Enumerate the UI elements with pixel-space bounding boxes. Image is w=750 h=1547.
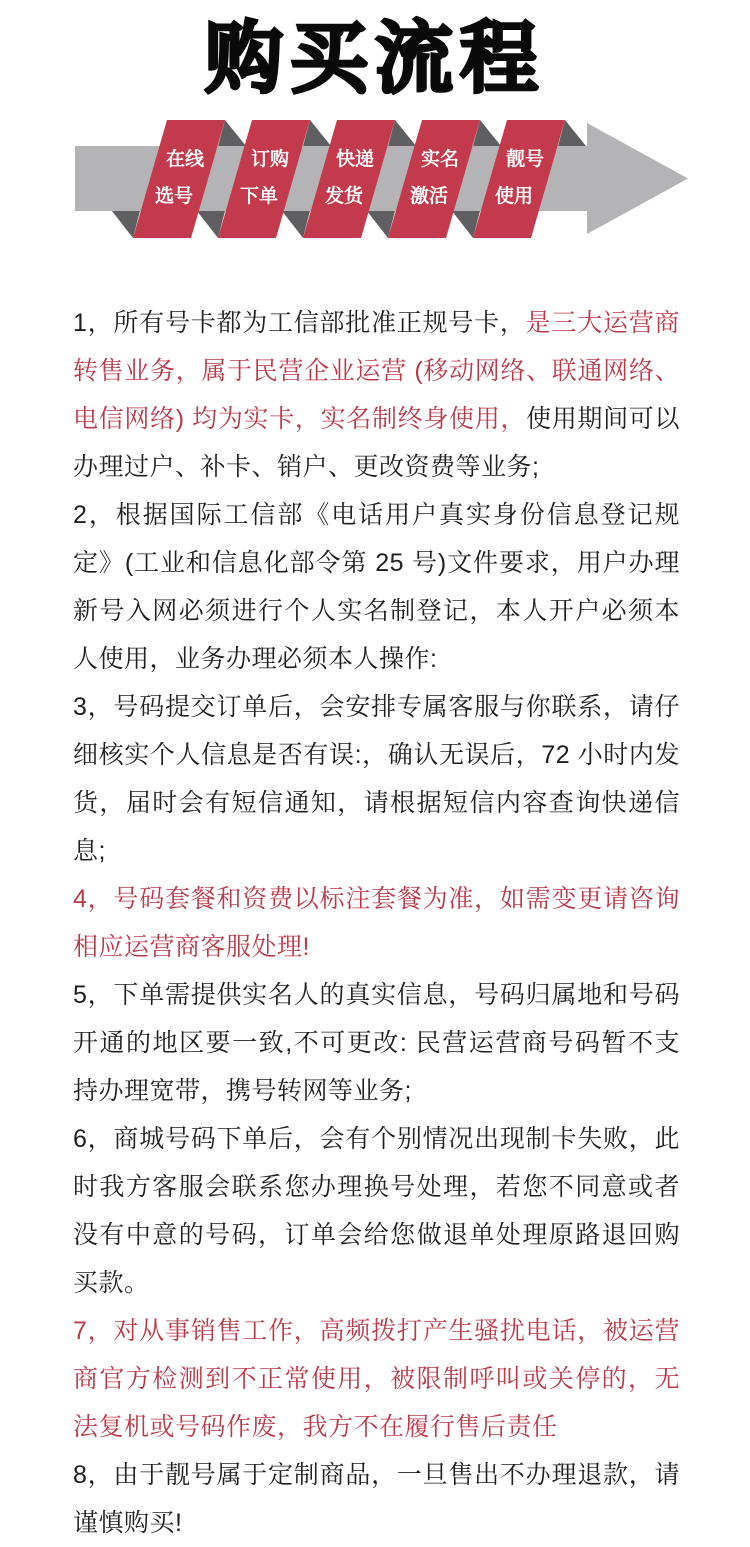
term-text-segment: 8，由于靓号属于定制商品，一旦售出不办理退款，请谨慎购买!	[73, 1460, 680, 1537]
purchase-flow-diagram	[0, 108, 750, 273]
term-paragraph-8	[73, 1451, 680, 1547]
term-paragraph-3	[73, 683, 680, 875]
page	[0, 10, 750, 1537]
term-paragraph-4	[73, 875, 680, 971]
flow-step-4-line-2: 激活	[409, 185, 449, 207]
term-text-segment: 使用期间可以办理过户、补卡、销户、更改资费等业务;	[73, 404, 680, 481]
term-text-segment: 1，所有号卡都为工信部批准正规号卡，	[73, 308, 526, 337]
term-text-segment: 是三大运营商转售业务，属于民营企业运营 (移动网络、联通网络、电信网络) 均为实卡，实名制终身使用，	[73, 308, 680, 433]
terms-list	[73, 299, 680, 1547]
flow-step-2-line-1: 订购	[250, 148, 290, 170]
term-text-segment: 7，对从事销售工作，高频拨打产生骚扰电话，被运营商官方检测到不正常使用，被限制呼叫或关停的，无法复机或号码作废，我方不在履行售后责任	[73, 1316, 680, 1441]
flow-step-2-line-2: 下单	[239, 185, 279, 207]
term-text-segment: 5，下单需提供实名人的真实信息，号码归属地和号码开通的地区要一致,不可更改: 民营运营商号码暂不支持办理宽带，携号转网等业务;	[73, 980, 680, 1105]
term-paragraph-6	[73, 1115, 680, 1307]
flow-step-1-line-1: 在线	[165, 148, 205, 170]
term-text-segment: 3，号码提交订单后，会安排专属客服与你联系，请仔细核实个人信息是否有误:，确认无误后，72 小时内发货，届时会有短信通知，请根据短信内容查询快递信息;	[73, 692, 680, 865]
flow-arrow-head	[587, 123, 688, 234]
term-paragraph-5	[73, 971, 680, 1115]
page-title: 购买流程	[204, 14, 545, 102]
term-text-segment: 6，商城号码下单后，会有个别情况出现制卡失败，此时我方客服会联系您办理换号处理，若您不同意或者没有中意的号码，订单会给您做退单处理原路退回购买款。	[73, 1124, 680, 1297]
flow-step-1-line-2: 选号	[154, 185, 194, 207]
term-paragraph-1	[73, 299, 680, 491]
flow-step-5-line-1: 靓号	[505, 148, 545, 170]
term-paragraph-2	[73, 491, 680, 683]
term-paragraph-7	[73, 1307, 680, 1451]
flow-step-5-line-2: 使用	[494, 185, 534, 207]
term-text-segment: 2，根据国际工信部《电话用户真实身份信息登记规定》(工业和信息化部令第 25 号)文件要求，用户办理新号入网必须进行个人实名制登记，本人开户必须本人使用，业务办理必须本人操作:	[73, 500, 680, 673]
flow-step-3-line-2: 发货	[324, 185, 364, 207]
term-text-segment: 4，号码套餐和资费以标注套餐为准，如需变更请咨询相应运营商客服处理!	[73, 884, 680, 961]
flow-step-3-line-1: 快递	[335, 148, 375, 170]
flow-step-4-line-1: 实名	[420, 148, 460, 170]
